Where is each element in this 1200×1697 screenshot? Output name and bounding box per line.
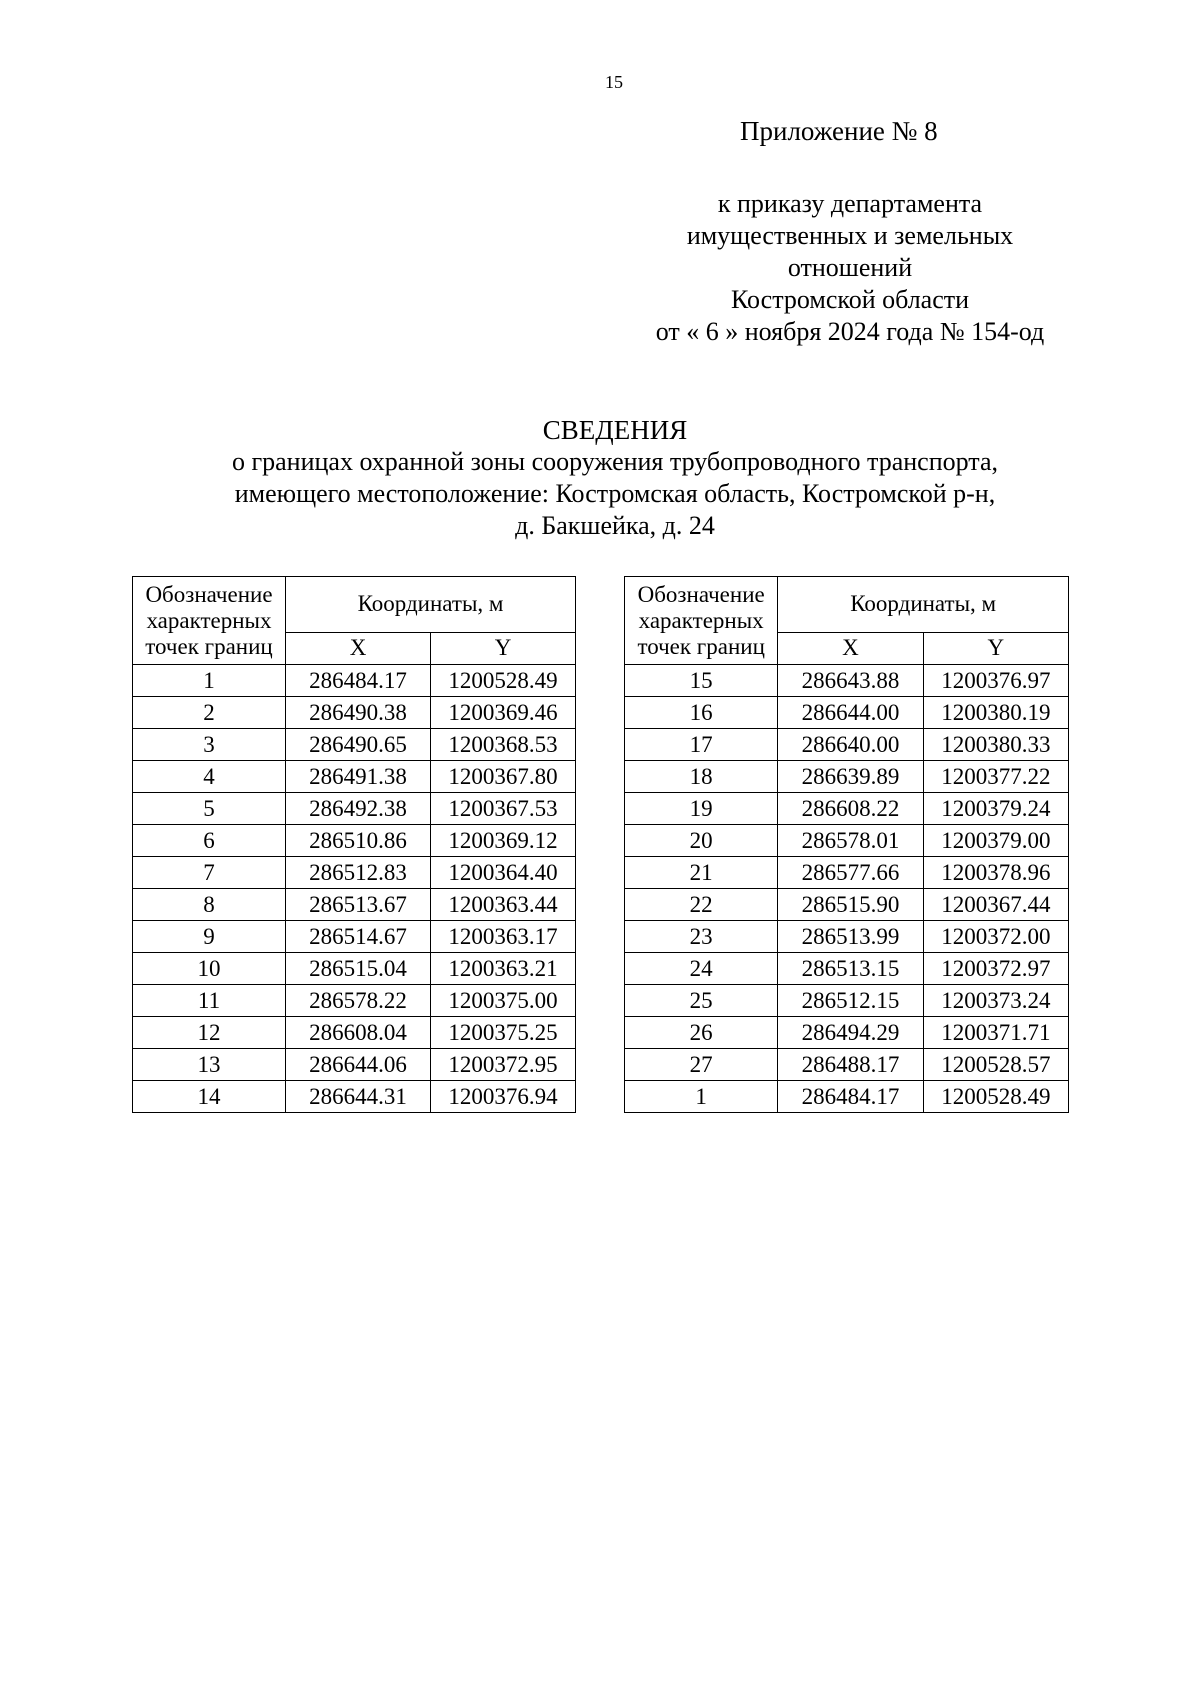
point-cell: 2	[133, 697, 286, 729]
x-cell: 286513.15	[778, 953, 923, 985]
coordinates-header: Координаты, м	[286, 577, 576, 633]
order-line: Костромской области	[730, 285, 970, 314]
x-cell: 286484.17	[286, 665, 431, 697]
appendix-title: Приложение № 8	[740, 116, 938, 146]
x-cell: 286578.22	[286, 985, 431, 1017]
x-cell: 286515.90	[778, 889, 923, 921]
table-row	[625, 697, 1069, 729]
table-row	[625, 793, 1069, 825]
table-row	[133, 665, 576, 697]
y-cell: 1200528.49	[431, 665, 576, 697]
x-cell: 286492.38	[286, 793, 431, 825]
y-cell: 1200372.95	[431, 1049, 576, 1081]
x-cell: 286490.38	[286, 697, 431, 729]
y-cell: 1200363.44	[431, 889, 576, 921]
point-cell: 7	[133, 857, 286, 889]
point-cell: 13	[133, 1049, 286, 1081]
x-cell: 286515.04	[286, 953, 431, 985]
x-cell: 286513.99	[778, 921, 923, 953]
y-cell: 1200367.53	[431, 793, 576, 825]
x-cell: 286578.01	[778, 825, 923, 857]
point-header-line: Обозначение	[637, 582, 765, 607]
point-cell: 4	[133, 761, 286, 793]
x-header: X	[778, 632, 923, 664]
y-cell: 1200376.97	[923, 665, 1068, 697]
point-cell: 23	[625, 921, 778, 953]
coordinates-table-left	[132, 576, 576, 1113]
x-cell: 286512.15	[778, 985, 923, 1017]
y-cell: 1200528.49	[923, 1081, 1068, 1113]
table-row	[625, 921, 1069, 953]
point-cell: 18	[625, 761, 778, 793]
y-cell: 1200367.80	[431, 761, 576, 793]
point-header-line: характерных	[638, 608, 764, 633]
point-cell: 6	[133, 825, 286, 857]
y-cell: 1200377.22	[923, 761, 1068, 793]
y-cell: 1200380.33	[923, 729, 1068, 761]
y-cell: 1200363.21	[431, 953, 576, 985]
point-cell: 26	[625, 1017, 778, 1049]
order-reference	[620, 188, 1080, 348]
document-heading	[100, 414, 1130, 542]
x-cell: 286513.67	[286, 889, 431, 921]
x-cell: 286643.88	[778, 665, 923, 697]
point-header-line: точек границ	[637, 634, 765, 659]
table-row	[625, 761, 1069, 793]
table-row	[625, 1017, 1069, 1049]
x-cell: 286494.29	[778, 1017, 923, 1049]
x-cell: 286644.06	[286, 1049, 431, 1081]
table-row	[133, 761, 576, 793]
table-row	[133, 857, 576, 889]
order-line: имущественных и земельных	[686, 221, 1014, 250]
y-cell: 1200363.17	[431, 921, 576, 953]
table-row	[133, 953, 576, 985]
y-header: Y	[923, 632, 1068, 664]
x-cell: 286644.31	[286, 1081, 431, 1113]
table-row	[625, 953, 1069, 985]
y-cell: 1200376.94	[431, 1081, 576, 1113]
point-cell: 1	[625, 1081, 778, 1113]
y-cell: 1200368.53	[431, 729, 576, 761]
x-cell: 286644.00	[778, 697, 923, 729]
point-cell: 24	[625, 953, 778, 985]
point-cell: 9	[133, 921, 286, 953]
y-cell: 1200379.24	[923, 793, 1068, 825]
table-row	[133, 793, 576, 825]
x-cell: 286484.17	[778, 1081, 923, 1113]
table-body	[133, 665, 576, 1113]
table-row	[133, 1017, 576, 1049]
document-subtitle-line: о границах охранной зоны сооружения трубопроводного транспорта,	[231, 447, 999, 476]
point-cell: 15	[625, 665, 778, 697]
point-cell: 22	[625, 889, 778, 921]
y-cell: 1200364.40	[431, 857, 576, 889]
point-header-line: точек границ	[145, 634, 273, 659]
table-row	[625, 665, 1069, 697]
document-subtitle-line: д. Бакшейка, д. 24	[515, 511, 715, 540]
y-cell: 1200371.71	[923, 1017, 1068, 1049]
x-cell: 286512.83	[286, 857, 431, 889]
table-row	[625, 1049, 1069, 1081]
point-cell: 3	[133, 729, 286, 761]
y-cell: 1200369.46	[431, 697, 576, 729]
table-row	[625, 985, 1069, 1017]
point-cell: 10	[133, 953, 286, 985]
y-cell: 1200528.57	[923, 1049, 1068, 1081]
x-cell: 286514.67	[286, 921, 431, 953]
document-title: СВЕДЕНИЯ	[542, 415, 688, 445]
point-cell: 19	[625, 793, 778, 825]
table-row	[625, 857, 1069, 889]
point-header	[625, 577, 778, 665]
table-row	[133, 1049, 576, 1081]
table-row	[625, 825, 1069, 857]
y-cell: 1200372.00	[923, 921, 1068, 953]
table-row	[625, 889, 1069, 921]
x-cell: 286510.86	[286, 825, 431, 857]
point-cell: 20	[625, 825, 778, 857]
point-cell: 11	[133, 985, 286, 1017]
document-subtitle-line: имеющего местоположение: Костромская область, Костромской р-н,	[234, 479, 996, 508]
table-row	[133, 697, 576, 729]
point-cell: 16	[625, 697, 778, 729]
coordinates-table-right	[624, 576, 1069, 1113]
x-cell: 286491.38	[286, 761, 431, 793]
order-line: отношений	[787, 253, 913, 282]
table-row	[625, 729, 1069, 761]
x-cell: 286640.00	[778, 729, 923, 761]
point-cell: 1	[133, 665, 286, 697]
point-header-line: характерных	[146, 608, 272, 633]
x-cell: 286490.65	[286, 729, 431, 761]
point-cell: 21	[625, 857, 778, 889]
table-row	[133, 825, 576, 857]
point-cell: 12	[133, 1017, 286, 1049]
table-row	[133, 921, 576, 953]
x-cell: 286608.04	[286, 1017, 431, 1049]
x-cell: 286488.17	[778, 1049, 923, 1081]
x-cell: 286608.22	[778, 793, 923, 825]
point-header	[133, 577, 286, 665]
table-row	[133, 985, 576, 1017]
point-cell: 14	[133, 1081, 286, 1113]
y-cell: 1200375.00	[431, 985, 576, 1017]
table-row	[625, 1081, 1069, 1113]
table-row	[133, 1081, 576, 1113]
order-line: от « 6 » ноября 2024 года № 154-од	[655, 317, 1045, 346]
y-cell: 1200369.12	[431, 825, 576, 857]
x-cell: 286639.89	[778, 761, 923, 793]
coordinates-header: Координаты, м	[778, 577, 1069, 633]
point-cell: 27	[625, 1049, 778, 1081]
point-cell: 5	[133, 793, 286, 825]
y-cell: 1200375.25	[431, 1017, 576, 1049]
x-header: X	[286, 632, 431, 664]
y-cell: 1200380.19	[923, 697, 1068, 729]
table-row	[133, 889, 576, 921]
y-cell: 1200378.96	[923, 857, 1068, 889]
point-cell: 25	[625, 985, 778, 1017]
point-cell: 8	[133, 889, 286, 921]
y-cell: 1200379.00	[923, 825, 1068, 857]
point-header-line: Обозначение	[145, 582, 273, 607]
point-cell: 17	[625, 729, 778, 761]
y-cell: 1200373.24	[923, 985, 1068, 1017]
table-row	[133, 729, 576, 761]
page-number: 15	[605, 72, 623, 92]
y-header: Y	[431, 632, 576, 664]
y-cell: 1200372.97	[923, 953, 1068, 985]
x-cell: 286577.66	[778, 857, 923, 889]
y-cell: 1200367.44	[923, 889, 1068, 921]
table-body	[625, 665, 1069, 1113]
order-line: к приказу департамента	[717, 189, 983, 218]
